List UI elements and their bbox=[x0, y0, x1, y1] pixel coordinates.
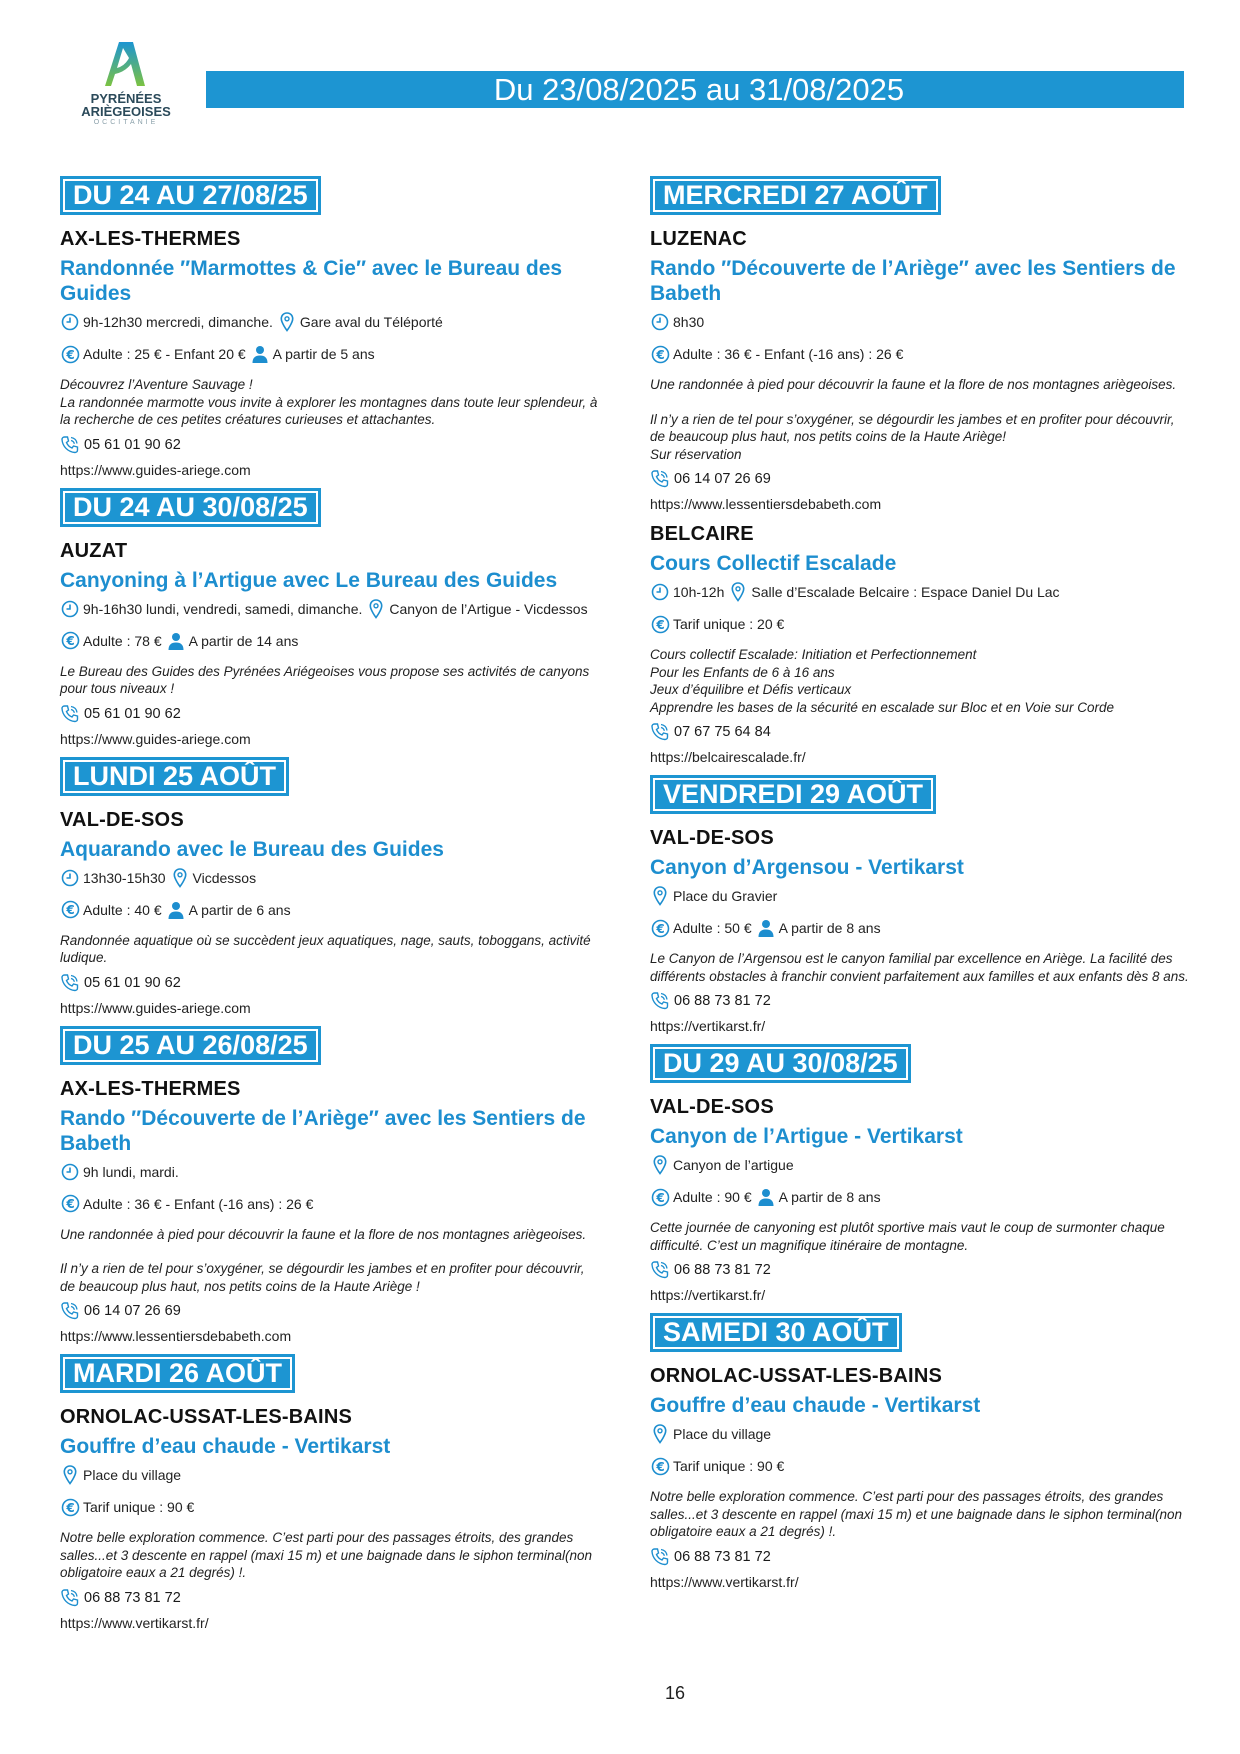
euro-icon bbox=[650, 614, 670, 634]
event-place: Place du village bbox=[83, 1467, 182, 1483]
description-line: Pour les Enfants de 6 à 16 ans bbox=[650, 664, 835, 680]
euro-icon bbox=[60, 631, 80, 651]
website-link[interactable]: https://www.lessentiersdebabeth.com bbox=[60, 1328, 292, 1344]
svg-text:€: € bbox=[655, 617, 665, 632]
price-age-row bbox=[60, 631, 600, 651]
price-age-row bbox=[60, 1194, 600, 1214]
description-line: Cette journée de canyoning est plutôt sportive mais vaut le coup de surmonter chaque difficulté. C’est un magnifique itinéraire de montagne. bbox=[650, 1220, 1165, 1253]
phone-row bbox=[650, 1547, 1190, 1567]
price-age-row bbox=[650, 614, 1190, 634]
phone-icon bbox=[60, 1588, 82, 1608]
description-line: Le Canyon de l’Argensou est le canyon familial par excellence en Ariège. La facilité des différents obstacles à franchir convient parfaitement aux familles et aux enfants dès 8 ans. bbox=[650, 951, 1189, 984]
price-age-row bbox=[650, 918, 1190, 938]
clock-icon bbox=[60, 1162, 80, 1182]
svg-text:€: € bbox=[655, 921, 665, 936]
date-heading bbox=[60, 757, 289, 796]
pyrenees-ariegeoises-logo bbox=[66, 38, 186, 148]
phone-icon bbox=[650, 991, 672, 1011]
euro-icon bbox=[650, 344, 670, 364]
euro-icon bbox=[60, 1194, 80, 1214]
euro-icon bbox=[650, 1187, 670, 1207]
person-icon bbox=[166, 900, 186, 920]
date-heading-text: SAMEDI 30 AOÛT bbox=[655, 1318, 897, 1347]
phone-number[interactable]: 07 67 75 64 84 bbox=[674, 724, 771, 740]
event-age: A partir de 8 ans bbox=[778, 1189, 881, 1205]
event-title[interactable]: Gouffre d’eau chaude - Vertikarst bbox=[60, 1435, 391, 1458]
event-block bbox=[650, 1313, 1190, 1591]
event-title[interactable]: Rando ″Découverte de l’Ariège″ avec les Sentiers de Babeth bbox=[650, 257, 1176, 305]
location-pin-icon bbox=[170, 868, 190, 888]
date-heading bbox=[650, 775, 936, 814]
location-pin-icon bbox=[60, 1465, 80, 1485]
phone-number[interactable]: 06 88 73 81 72 bbox=[674, 1262, 771, 1278]
event-title[interactable]: Rando ″Découverte de l’Ariège″ avec les Sentiers de Babeth bbox=[60, 1106, 586, 1155]
event-time: 8h30 bbox=[673, 314, 705, 330]
event-place: Place du Gravier bbox=[673, 888, 778, 904]
phone-row bbox=[60, 1588, 600, 1608]
website-link[interactable]: https://vertikarst.fr/ bbox=[650, 1287, 766, 1303]
schedule-location-row bbox=[650, 1424, 1190, 1444]
logo-mark-icon bbox=[103, 38, 149, 90]
website-link[interactable]: https://www.vertikarst.fr/ bbox=[650, 1573, 799, 1590]
date-heading-text: MERCREDI 27 AOÛT bbox=[655, 181, 936, 210]
website-link[interactable]: https://www.lessentiersdebabeth.com bbox=[650, 496, 882, 512]
date-heading-text: MARDI 26 AOÛT bbox=[65, 1359, 290, 1388]
event-place: Canyon de l’artigue bbox=[673, 1157, 794, 1173]
location-pin-icon bbox=[650, 1155, 670, 1175]
event-price: Adulte : 36 € - Enfant (-16 ans) : 26 € bbox=[673, 346, 904, 362]
description-line: Notre belle exploration commence. C’est parti pour des passages étroits, des grandes salles...et 3 descente en rappel (maxi 15 m) et une baignade dans le siphon terminal(non obligatoire eaux a 21 degrés) !. bbox=[650, 1489, 1183, 1539]
location-pin-icon bbox=[366, 599, 386, 619]
schedule-location-row bbox=[60, 868, 600, 888]
date-heading-text: DU 24 AU 30/08/25 bbox=[65, 493, 316, 522]
logo-text-line3: OCCITANIE bbox=[93, 119, 159, 126]
event-title[interactable]: Canyon de l’Artigue - Vertikarst bbox=[650, 1125, 963, 1148]
description-line: Notre belle exploration commence. C’est parti pour des passages étroits, des grandes salles...et 3 descente en rappel (maxi 15 m) et une baignade dans le siphon terminal(non obligatoire eaux a 21 degrés) !. bbox=[60, 1530, 593, 1580]
svg-text:€: € bbox=[65, 1197, 75, 1211]
event-title[interactable]: Canyoning à l’Artigue avec Le Bureau des Guides bbox=[60, 568, 558, 592]
event-time: 9h-12h30 mercredi, dimanche. bbox=[83, 314, 273, 330]
event-description bbox=[60, 663, 600, 698]
phone-number[interactable]: 06 88 73 81 72 bbox=[84, 1589, 181, 1606]
phone-row bbox=[60, 973, 600, 993]
person-icon bbox=[166, 631, 186, 651]
event-place: Gare aval du Téléporté bbox=[299, 314, 443, 330]
event-block bbox=[650, 176, 1190, 513]
euro-icon bbox=[60, 1497, 80, 1517]
svg-text:€: € bbox=[655, 1190, 665, 1205]
event-time: 13h30-15h30 bbox=[83, 869, 166, 886]
phone-row bbox=[650, 991, 1190, 1011]
date-heading bbox=[60, 1026, 321, 1065]
description-line: Une randonnée à pied pour découvrir la faune et la flore de nos montagnes ariègeoises. bbox=[650, 377, 1177, 392]
clock-icon bbox=[650, 582, 670, 602]
town-name: BELCAIRE bbox=[650, 523, 754, 545]
date-range-banner bbox=[206, 71, 1184, 108]
page-number: 16 bbox=[664, 1683, 686, 1703]
event-place: Salle d’Escalade Belcaire : Espace Daniel Du Lac bbox=[751, 584, 1060, 600]
date-heading bbox=[650, 1044, 911, 1083]
phone-icon bbox=[60, 973, 82, 993]
clock-icon bbox=[60, 312, 80, 332]
price-age-row bbox=[650, 344, 1190, 364]
town-name: ORNOLAC-USSAT-LES-BAINS bbox=[650, 1365, 943, 1387]
event-time: 10h-12h bbox=[673, 584, 725, 600]
phone-number[interactable]: 06 88 73 81 72 bbox=[674, 993, 771, 1009]
event-block bbox=[60, 1026, 600, 1346]
svg-text:€: € bbox=[65, 634, 75, 648]
event-price: Adulte : 50 € bbox=[673, 920, 752, 936]
event-age: A partir de 6 ans bbox=[188, 901, 291, 918]
event-block bbox=[60, 488, 600, 748]
event-description bbox=[60, 1529, 600, 1582]
logo-text-line1: PYRÉNÉES bbox=[90, 91, 162, 106]
left-column bbox=[60, 176, 600, 1641]
price-age-row bbox=[60, 344, 600, 364]
event-title[interactable]: Randonnée ″Marmottes & Cie″ avec le Bureau des Guides bbox=[60, 257, 563, 305]
description-line: Découvrez l’Aventure Sauvage ! bbox=[60, 377, 253, 392]
euro-icon bbox=[60, 344, 80, 364]
person-icon bbox=[756, 1187, 776, 1207]
svg-text:€: € bbox=[65, 347, 75, 362]
event-place: Canyon de l’Artigue - Vicdessos bbox=[389, 600, 588, 617]
description-line: Randonnée aquatique où se succèdent jeux aquatiques, nage, sauts, toboggans, activité ludique. bbox=[60, 932, 591, 965]
schedule-location-row bbox=[650, 1155, 1190, 1175]
event-time: 9h lundi, mardi. bbox=[83, 1163, 179, 1180]
event-description bbox=[60, 376, 600, 429]
event-title[interactable]: Aquarando avec le Bureau des Guides bbox=[60, 837, 444, 861]
event-description bbox=[60, 1226, 600, 1296]
schedule-location-row bbox=[650, 312, 1190, 332]
clock-icon bbox=[60, 868, 80, 888]
description-line: Il n’y a rien de tel pour s’oxygéner, se dégourdir les jambes et en profiter pour découvrir, de beaucoup plus haut, nos petits coins de la Haute Ariège ! bbox=[60, 1261, 585, 1294]
town-name: AX-LES-THERMES bbox=[60, 228, 241, 250]
event-description bbox=[650, 950, 1190, 985]
phone-icon bbox=[650, 469, 672, 489]
location-pin-icon bbox=[728, 582, 748, 602]
date-heading-text: DU 25 AU 26/08/25 bbox=[65, 1031, 316, 1060]
date-heading-text: DU 29 AU 30/08/25 bbox=[655, 1049, 906, 1078]
right-column bbox=[650, 176, 1190, 1600]
schedule-location-row bbox=[60, 1465, 600, 1485]
schedule-location-row bbox=[60, 312, 600, 332]
schedule-location-row bbox=[650, 886, 1190, 906]
svg-text:€: € bbox=[655, 347, 665, 362]
phone-icon bbox=[650, 722, 672, 742]
event-age: A partir de 8 ans bbox=[778, 920, 881, 936]
website-link[interactable]: https://www.vertikarst.fr/ bbox=[60, 1614, 209, 1631]
town-name: AX-LES-THERMES bbox=[60, 1077, 241, 1100]
event-price: Tarif unique : 90 € bbox=[83, 1499, 195, 1515]
price-age-row bbox=[60, 900, 600, 920]
date-heading bbox=[60, 488, 321, 527]
event-place: Place du village bbox=[673, 1426, 772, 1442]
description-line: Le Bureau des Guides des Pyrénées Ariégeoises vous propose ses activités de canyons pour tous niveaux ! bbox=[60, 663, 590, 696]
event-age: A partir de 14 ans bbox=[188, 632, 299, 649]
description-line: Cours collectif Escalade: Initiation et Perfectionnement bbox=[650, 647, 977, 662]
svg-text:€: € bbox=[65, 1500, 75, 1515]
town-name: VAL-DE-SOS bbox=[60, 808, 184, 831]
price-age-row bbox=[650, 1187, 1190, 1207]
date-heading-text: DU 24 AU 27/08/25 bbox=[65, 181, 316, 210]
phone-icon bbox=[650, 1547, 672, 1567]
date-heading-text: LUNDI 25 AOÛT bbox=[65, 762, 284, 791]
euro-icon bbox=[650, 918, 670, 938]
event-description bbox=[650, 1488, 1190, 1541]
clock-icon bbox=[650, 312, 670, 332]
date-heading bbox=[60, 1354, 295, 1393]
website-link[interactable]: https://www.guides-ariege.com bbox=[60, 730, 251, 747]
event-price: Tarif unique : 90 € bbox=[673, 1458, 785, 1474]
schedule-location-row bbox=[650, 582, 1190, 602]
event-description bbox=[650, 1219, 1190, 1254]
person-icon bbox=[250, 344, 270, 364]
event-block bbox=[60, 176, 600, 479]
town-name: AUZAT bbox=[60, 539, 128, 562]
event-place: Vicdessos bbox=[192, 869, 257, 886]
town-name: VAL-DE-SOS bbox=[650, 1096, 774, 1118]
event-title[interactable]: Canyon d’Argensou - Vertikarst bbox=[650, 856, 964, 879]
website-link[interactable]: https://vertikarst.fr/ bbox=[650, 1018, 766, 1034]
location-pin-icon bbox=[650, 1424, 670, 1444]
description-line: Sur réservation bbox=[650, 446, 742, 462]
phone-number[interactable]: 05 61 01 90 62 bbox=[84, 974, 181, 991]
town-name: ORNOLAC-USSAT-LES-BAINS bbox=[60, 1406, 353, 1428]
website-link[interactable]: https://www.guides-ariege.com bbox=[60, 999, 251, 1016]
phone-number[interactable]: 05 61 01 90 62 bbox=[84, 436, 181, 453]
event-price: Adulte : 90 € bbox=[673, 1189, 752, 1205]
phone-icon bbox=[60, 1301, 82, 1321]
town-name: LUZENAC bbox=[650, 228, 747, 250]
event-description bbox=[650, 646, 1190, 716]
phone-number[interactable]: 06 88 73 81 72 bbox=[674, 1548, 771, 1565]
website-link[interactable]: https://www.guides-ariege.com bbox=[60, 461, 251, 478]
phone-number[interactable]: 06 14 07 26 69 bbox=[84, 1303, 181, 1319]
description-line: La randonnée marmotte vous invite à explorer les montagnes dans toute leur splendeur, à la recherche de ces petites créatures curieuses et attachantes. bbox=[60, 394, 598, 427]
price-age-row bbox=[650, 1456, 1190, 1476]
phone-row bbox=[60, 704, 600, 724]
schedule-location-row bbox=[60, 599, 600, 619]
clock-icon bbox=[60, 599, 80, 619]
event-time: 9h-16h30 lundi, vendredi, samedi, dimanche. bbox=[83, 600, 363, 617]
date-range-text: Du 23/08/2025 au 31/08/2025 bbox=[493, 72, 905, 107]
event-block bbox=[60, 757, 600, 1017]
event-block bbox=[650, 522, 1190, 766]
phone-number[interactable]: 05 61 01 90 62 bbox=[84, 705, 181, 722]
event-description bbox=[650, 376, 1190, 463]
date-heading bbox=[650, 1313, 902, 1352]
euro-icon bbox=[60, 900, 80, 920]
price-age-row bbox=[60, 1497, 600, 1517]
phone-icon bbox=[650, 1260, 672, 1280]
phone-row bbox=[60, 1301, 600, 1321]
website-link[interactable]: https://belcairescalade.fr/ bbox=[650, 749, 806, 765]
event-price: Adulte : 40 € bbox=[83, 901, 162, 918]
phone-row bbox=[650, 1260, 1190, 1280]
location-pin-icon bbox=[277, 312, 297, 332]
phone-row bbox=[60, 435, 600, 455]
event-price: Tarif unique : 20 € bbox=[673, 616, 785, 632]
event-title[interactable]: Cours Collectif Escalade bbox=[650, 552, 897, 575]
phone-icon bbox=[60, 704, 82, 724]
event-block bbox=[650, 1044, 1190, 1304]
event-title[interactable]: Gouffre d’eau chaude - Vertikarst bbox=[650, 1394, 981, 1417]
event-price: Adulte : 36 € - Enfant (-16 ans) : 26 € bbox=[83, 1195, 314, 1212]
date-heading bbox=[60, 176, 321, 215]
date-heading bbox=[650, 176, 941, 215]
location-pin-icon bbox=[650, 886, 670, 906]
event-block bbox=[650, 775, 1190, 1035]
phone-row bbox=[650, 469, 1190, 489]
event-age: A partir de 5 ans bbox=[272, 346, 375, 362]
town-name: VAL-DE-SOS bbox=[650, 827, 774, 849]
logo-text-line2: ARIÈGEOISES bbox=[81, 104, 171, 119]
event-price: Adulte : 78 € bbox=[83, 632, 162, 649]
description-line: Une randonnée à pied pour découvrir la faune et la flore de nos montagnes ariègeoises. bbox=[60, 1226, 587, 1242]
phone-icon bbox=[60, 435, 82, 455]
description-line: Jeux d’équilibre et Défis verticaux bbox=[650, 682, 852, 697]
date-heading-text: VENDREDI 29 AOÛT bbox=[655, 780, 931, 809]
description-line: Il n’y a rien de tel pour s’oxygéner, se dégourdir les jambes et en profiter pour découvrir, de beaucoup plus haut, nos petits coins de la Haute Ariège! bbox=[650, 411, 1175, 444]
schedule-location-row bbox=[60, 1162, 600, 1182]
euro-icon bbox=[650, 1456, 670, 1476]
phone-number[interactable]: 06 14 07 26 69 bbox=[674, 471, 771, 487]
svg-text:€: € bbox=[655, 1459, 665, 1474]
event-price: Adulte : 25 € - Enfant 20 € bbox=[83, 346, 246, 362]
description-line: Apprendre les bases de la sécurité en escalade sur Bloc et en Voie sur Corde bbox=[650, 699, 1115, 715]
event-description bbox=[60, 932, 600, 967]
svg-text:€: € bbox=[65, 903, 75, 917]
phone-row bbox=[650, 722, 1190, 742]
person-icon bbox=[756, 918, 776, 938]
event-block bbox=[60, 1354, 600, 1632]
